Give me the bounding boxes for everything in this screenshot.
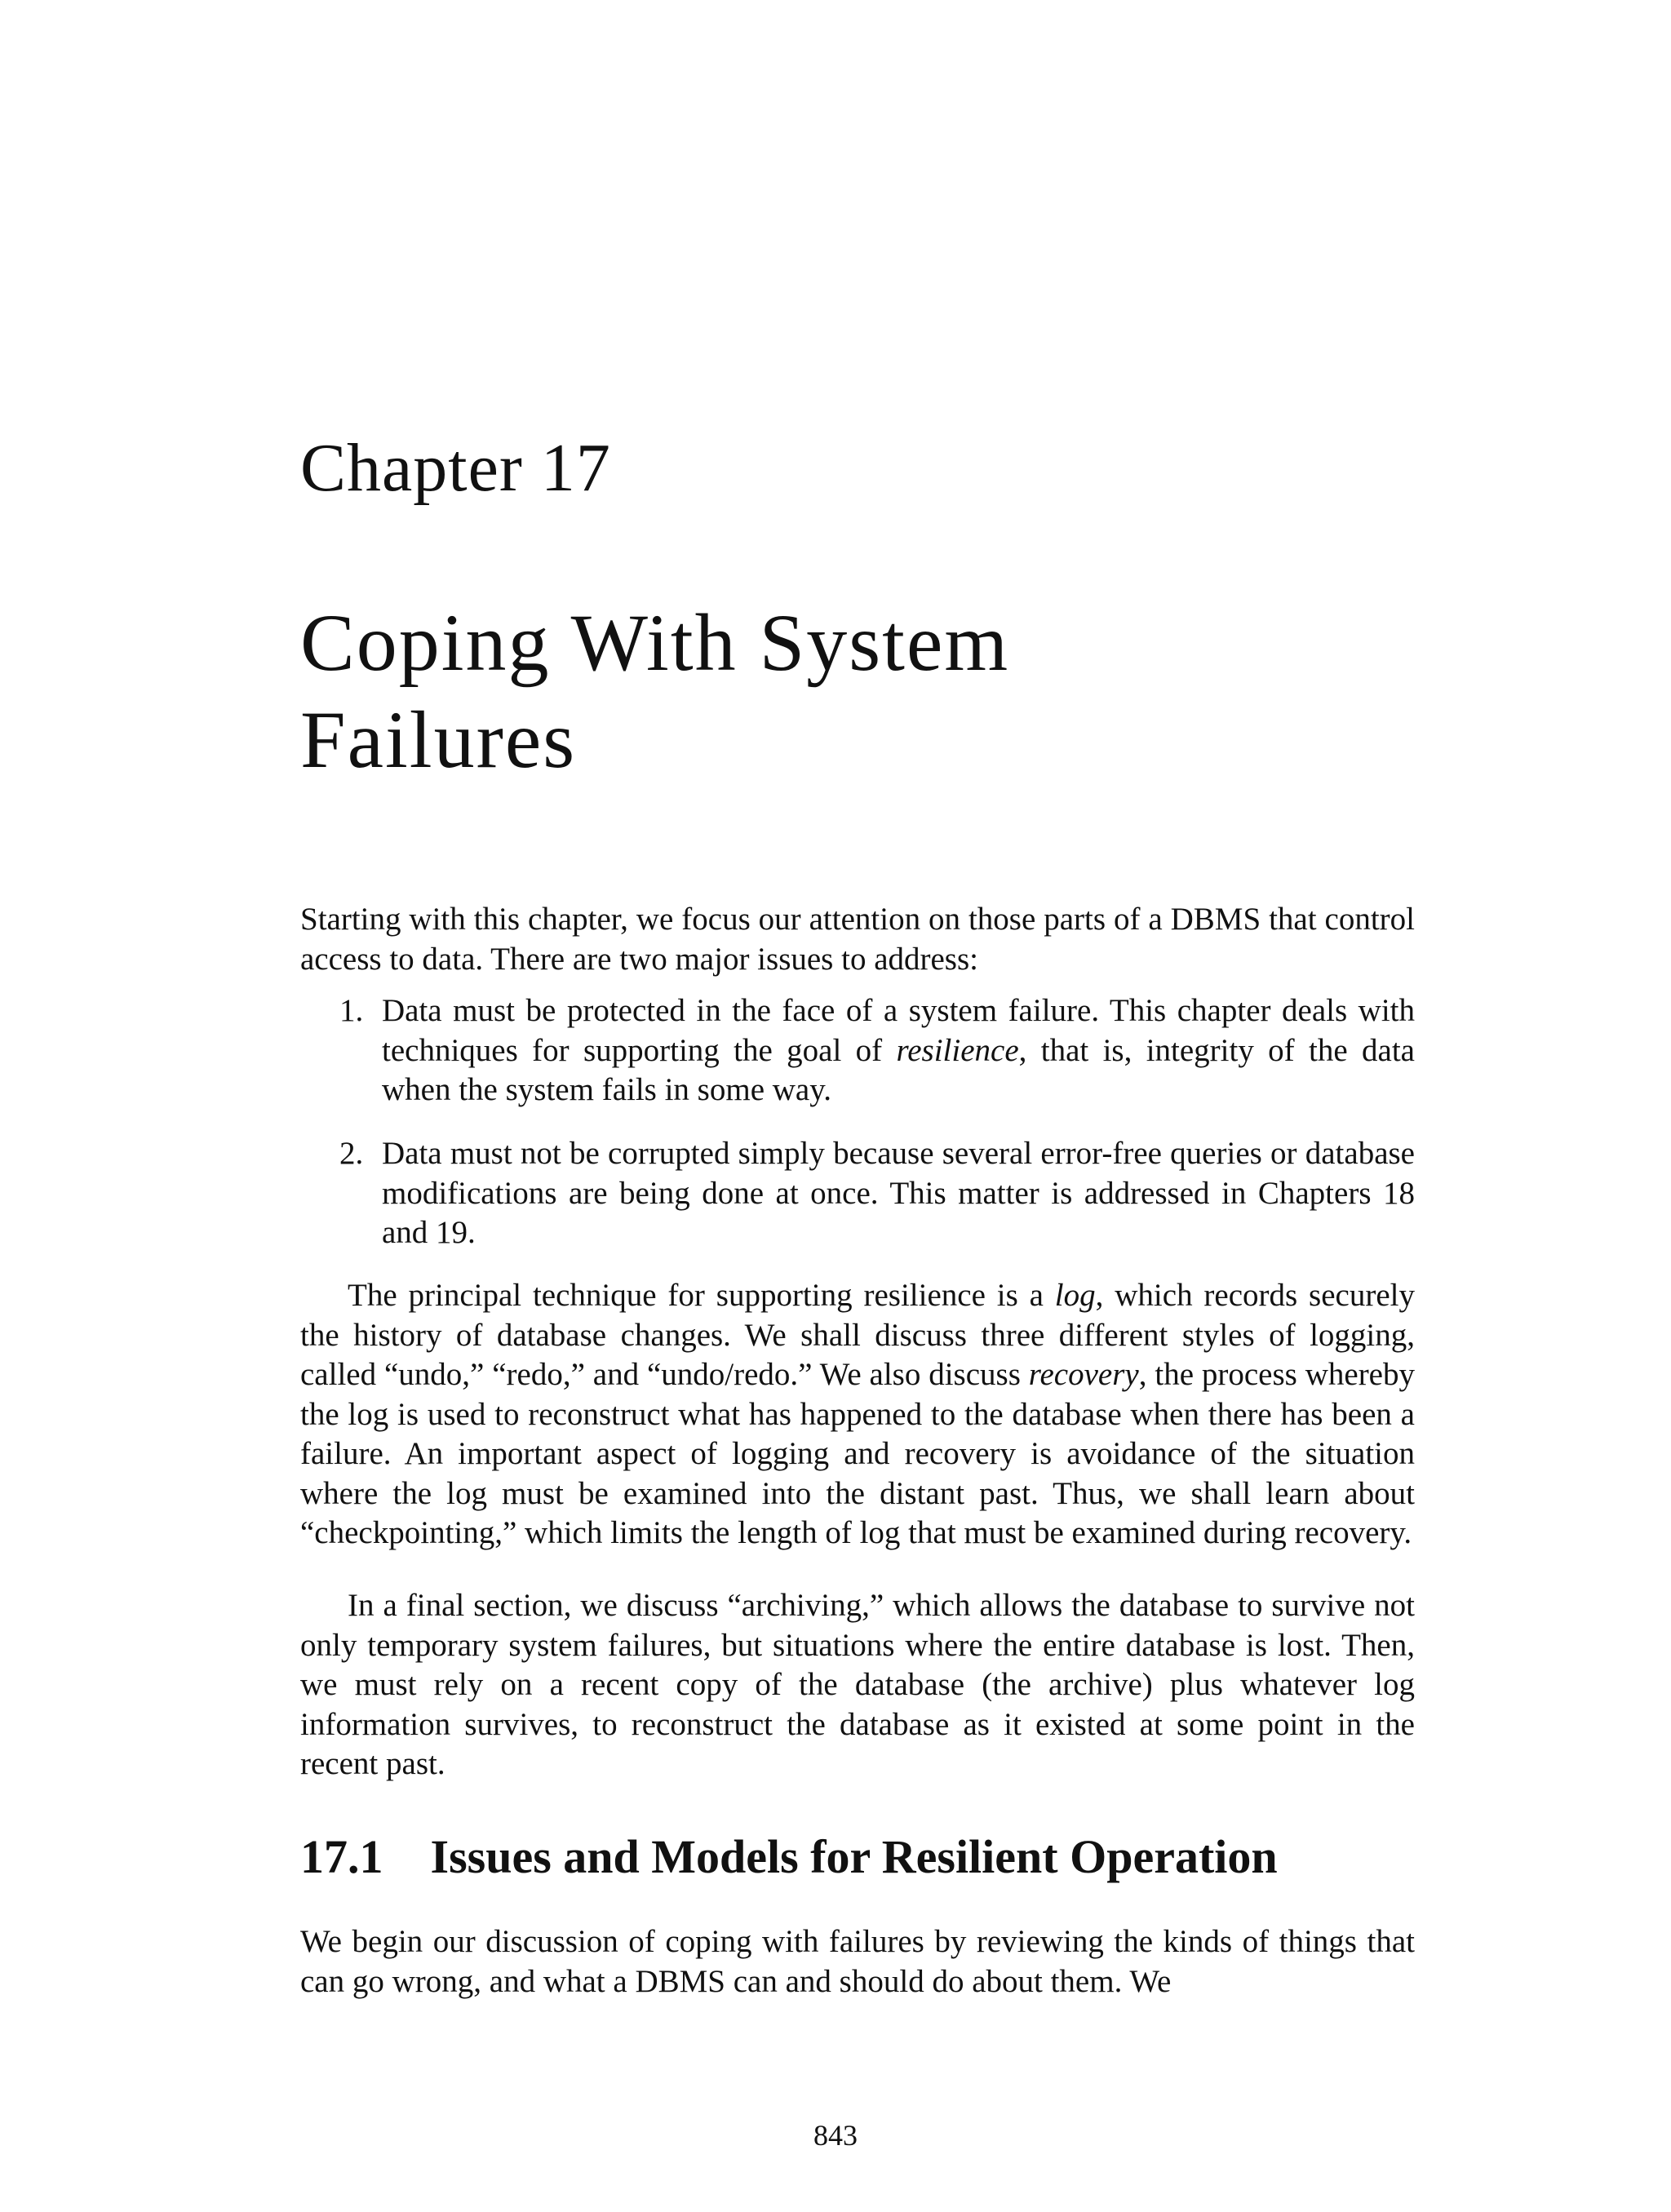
body-paragraph-section-intro: We begin our discussion of coping with failures by reviewing the kinds of things that can go wrong, and what a DBMS can and should do about them. We bbox=[300, 1924, 1415, 1999]
emphasized-term: resilience bbox=[896, 1032, 1019, 1068]
body-paragraph-archiving: In a final section, we discuss “archiving,” which allows the database to survive not only temporary system failures, but situations where the entire database is lost. Then, we must rely on a recent copy of the database (the archive) plus whatever log information survives, to reconstruct the database as it existed at some point in the recent past. bbox=[300, 1588, 1415, 1781]
paragraph-text: , the process whereby the log is used to reconstruct what has happened to the database when there has been a failure. An important aspect of logging and recovery is avoidance of the situation where the log must be examined into the distant past. Thus, we shall learn about “checkpointing,” which limits the length of log that must be examined during recovery. bbox=[300, 1357, 1415, 1550]
emphasized-term: log bbox=[1054, 1278, 1096, 1313]
section-title: Issues and Models for Resilient Operation bbox=[430, 1830, 1278, 1883]
body-paragraph-logging bbox=[300, 1276, 1415, 1554]
paragraph-text: The principal technique for supporting resilience is a bbox=[348, 1278, 1055, 1313]
chapter-title-line-2: Failures bbox=[300, 694, 577, 785]
chapter-label: Chapter 17 bbox=[300, 430, 611, 506]
list-marker: 1. bbox=[339, 993, 364, 1028]
chapter-title bbox=[300, 594, 1443, 788]
issue-item-2 bbox=[300, 1134, 1415, 1253]
issue-text-start: Data must be protected in the face of a system failure. This chapter deals with techniques for supporting the goal of bbox=[382, 993, 1415, 1068]
issue-text-end: , that is, integrity of the data when the system fails in some way. bbox=[382, 1032, 1415, 1107]
list-marker: 2. bbox=[339, 1136, 364, 1171]
section-heading bbox=[300, 1831, 1443, 1883]
issue-item-1 bbox=[300, 991, 1415, 1110]
intro-paragraph: Starting with this chapter, we focus our attention on those parts of a DBMS that control access to data. There are two major issues to address: bbox=[300, 902, 1415, 977]
emphasized-term: recovery bbox=[1028, 1357, 1139, 1392]
paragraph-text: , which records securely the history of database changes. We shall discuss three different styles of logging, called “undo,” “redo,” and “undo/redo.” We also discuss bbox=[300, 1278, 1415, 1392]
page-number: 843 bbox=[813, 2119, 858, 2152]
section-number: 17.1 bbox=[300, 1830, 383, 1883]
issue-text: Data must not be corrupted simply because several error-free queries or database modifications are being done at once. This matter is addressed in Chapters 18 and 19. bbox=[382, 1136, 1415, 1250]
chapter-title-line-1: Coping With System bbox=[300, 597, 1010, 688]
